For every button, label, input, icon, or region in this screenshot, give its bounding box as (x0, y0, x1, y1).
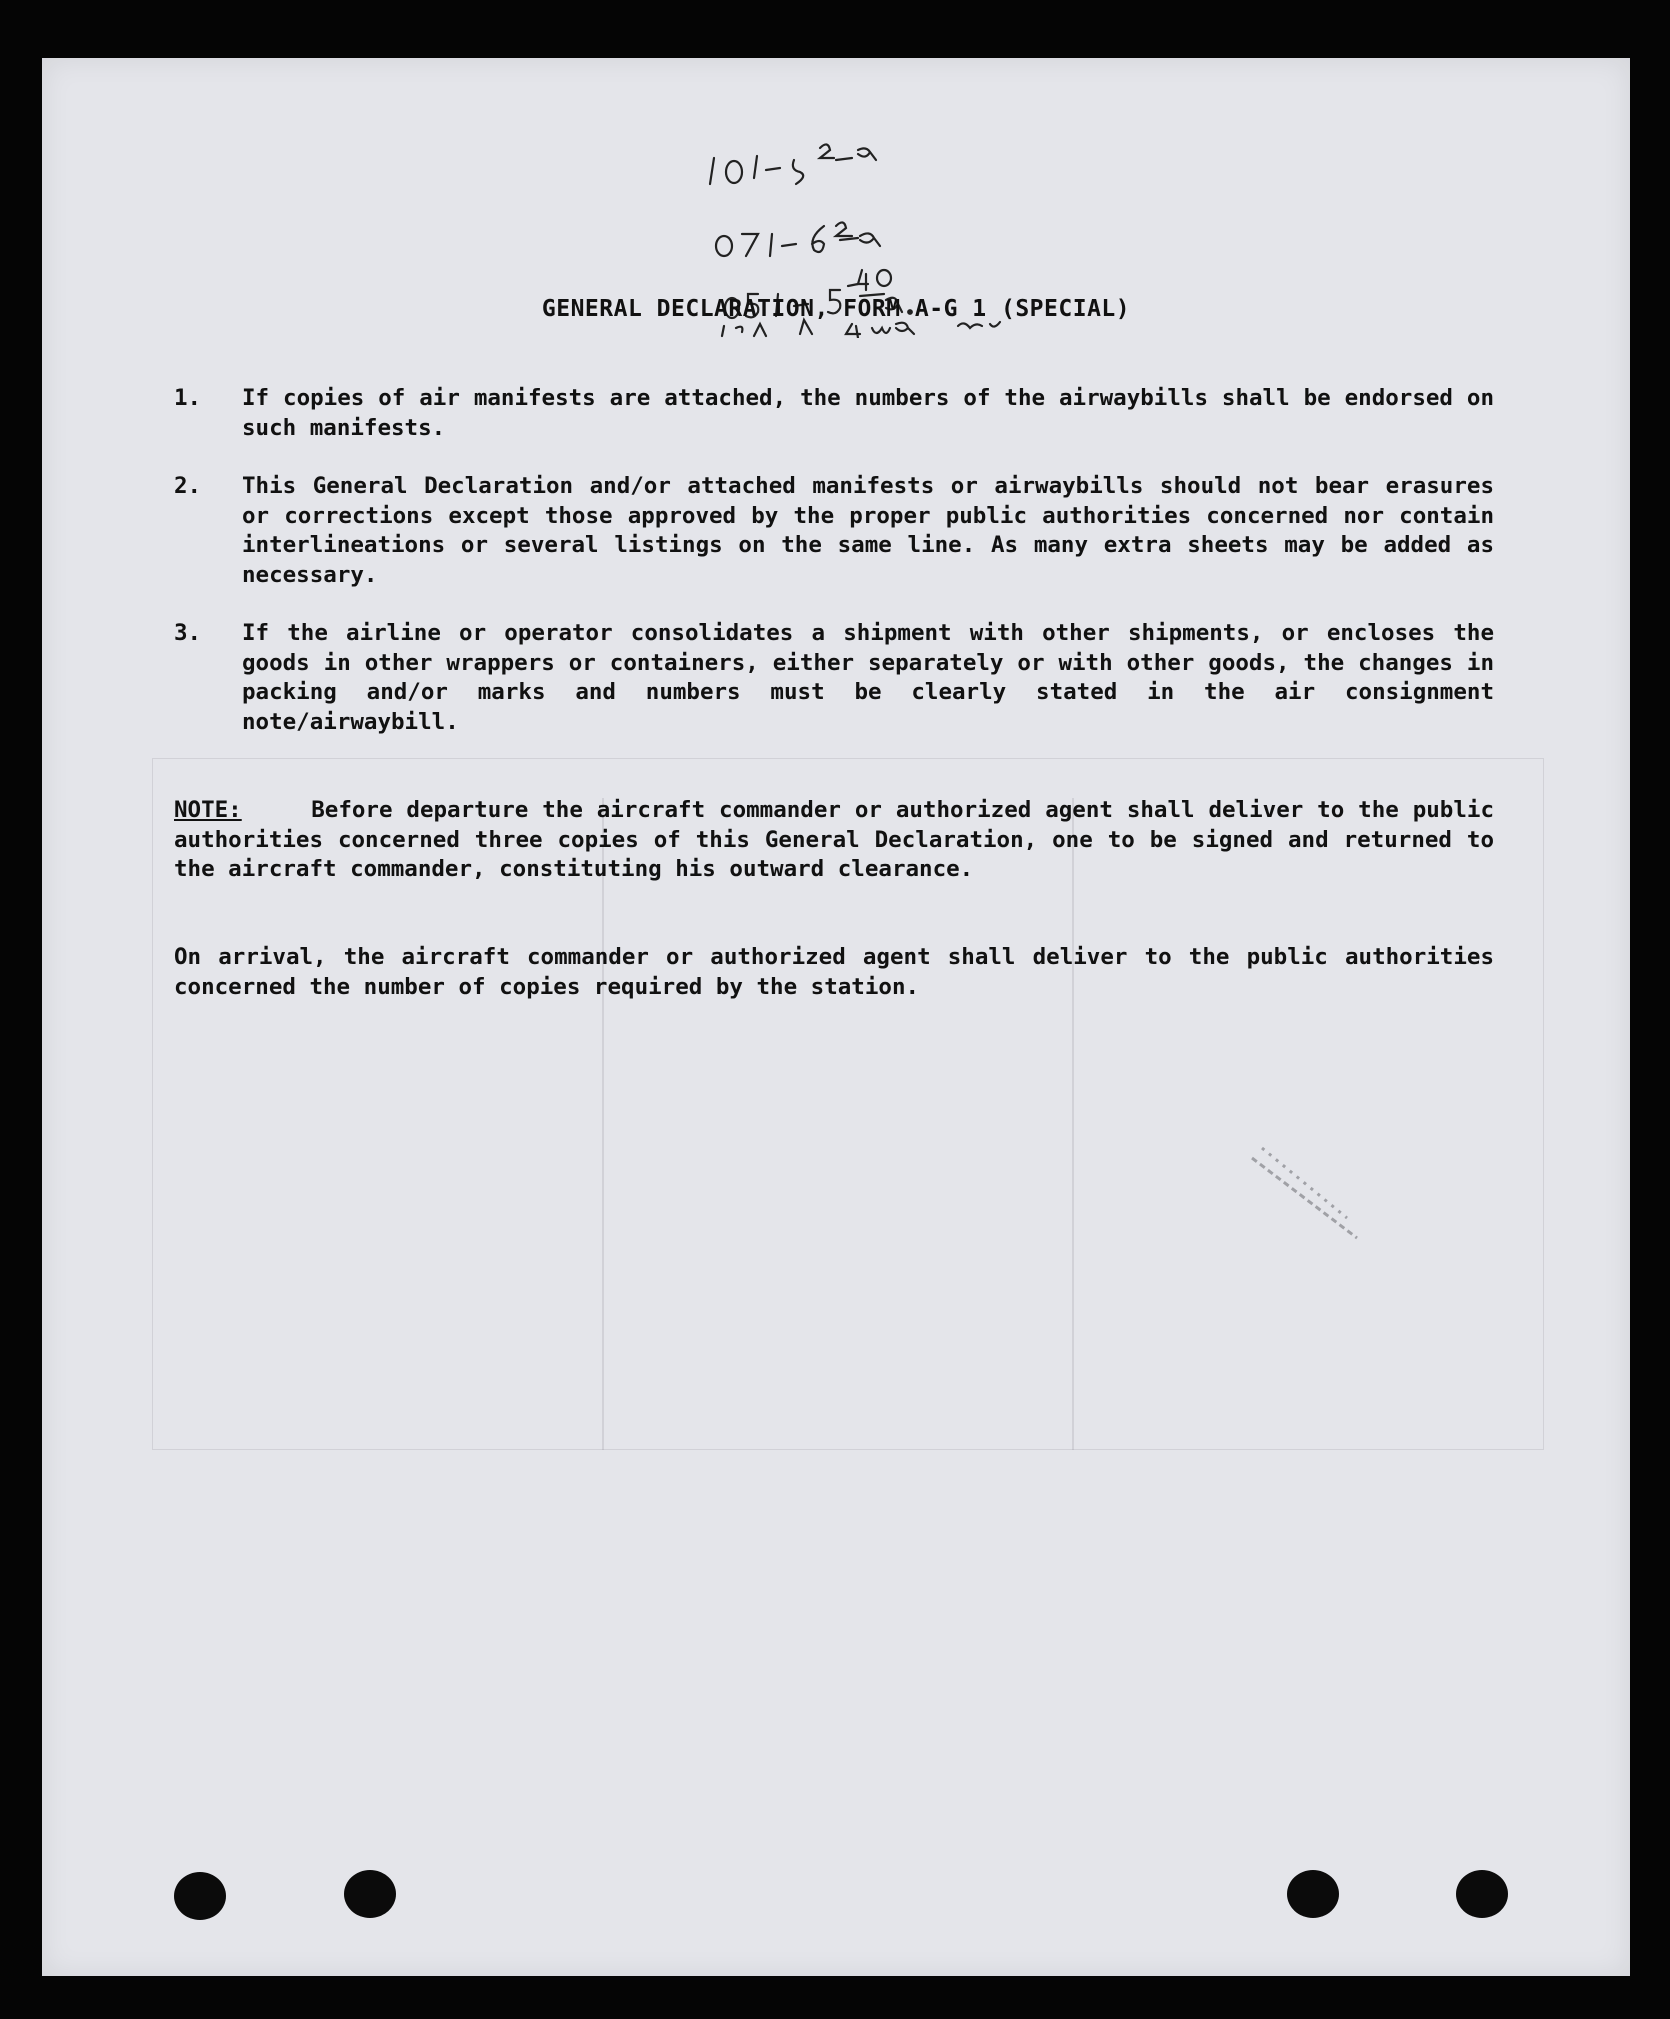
list-item (174, 619, 1494, 737)
item-text: If the airline or operator consolidates a shipment with other shipments, or encloses the goods in other wrappers or containers, either separately or with other goods, the changes in packing and/or marks and numbers must be clearly stated in the air consignment note/airwaybill. (242, 620, 1494, 735)
document-page (42, 58, 1630, 1976)
list-item (174, 472, 1494, 590)
faint-stamp-mark (1247, 1138, 1367, 1258)
note-text: Before departure the aircraft commander or authorized agent shall deliver to the public authorities concerned three copies of this General Declaration, one to be signed and returned to the aircraft commander, constituting his outward clearance. (174, 797, 1494, 882)
punch-hole (1456, 1870, 1508, 1918)
show-through-line (602, 798, 604, 1450)
arrival-paragraph: On arrival, the aircraft commander or authorized agent shall deliver to the public authorities concerned the number of copies required by the station. (174, 944, 1494, 1000)
item-number: 2. (174, 473, 202, 499)
item-number: 3. (174, 620, 202, 646)
show-through-line (1072, 798, 1074, 1450)
list-item (174, 384, 1494, 443)
item-text: This General Declaration and/or attached manifests or airwaybills should not bear erasures or corrections except those approved by the proper public authorities concerned nor contain interlineations or several listings on the same line. As many extra sheets may be added as necessary. (242, 473, 1494, 588)
note-label: NOTE: (174, 797, 242, 823)
item-text: If copies of air manifests are attached, the numbers of the airwaybills shall be endorsed on such manifests. (242, 385, 1494, 441)
punch-hole (174, 1872, 226, 1920)
punch-hole (344, 1870, 396, 1918)
note-paragraph (174, 796, 1494, 885)
page-title: GENERAL DECLARATION, FORM A-G 1 (SPECIAL) (541, 296, 1131, 322)
item-number: 1. (174, 385, 202, 411)
punch-hole (1287, 1870, 1339, 1918)
